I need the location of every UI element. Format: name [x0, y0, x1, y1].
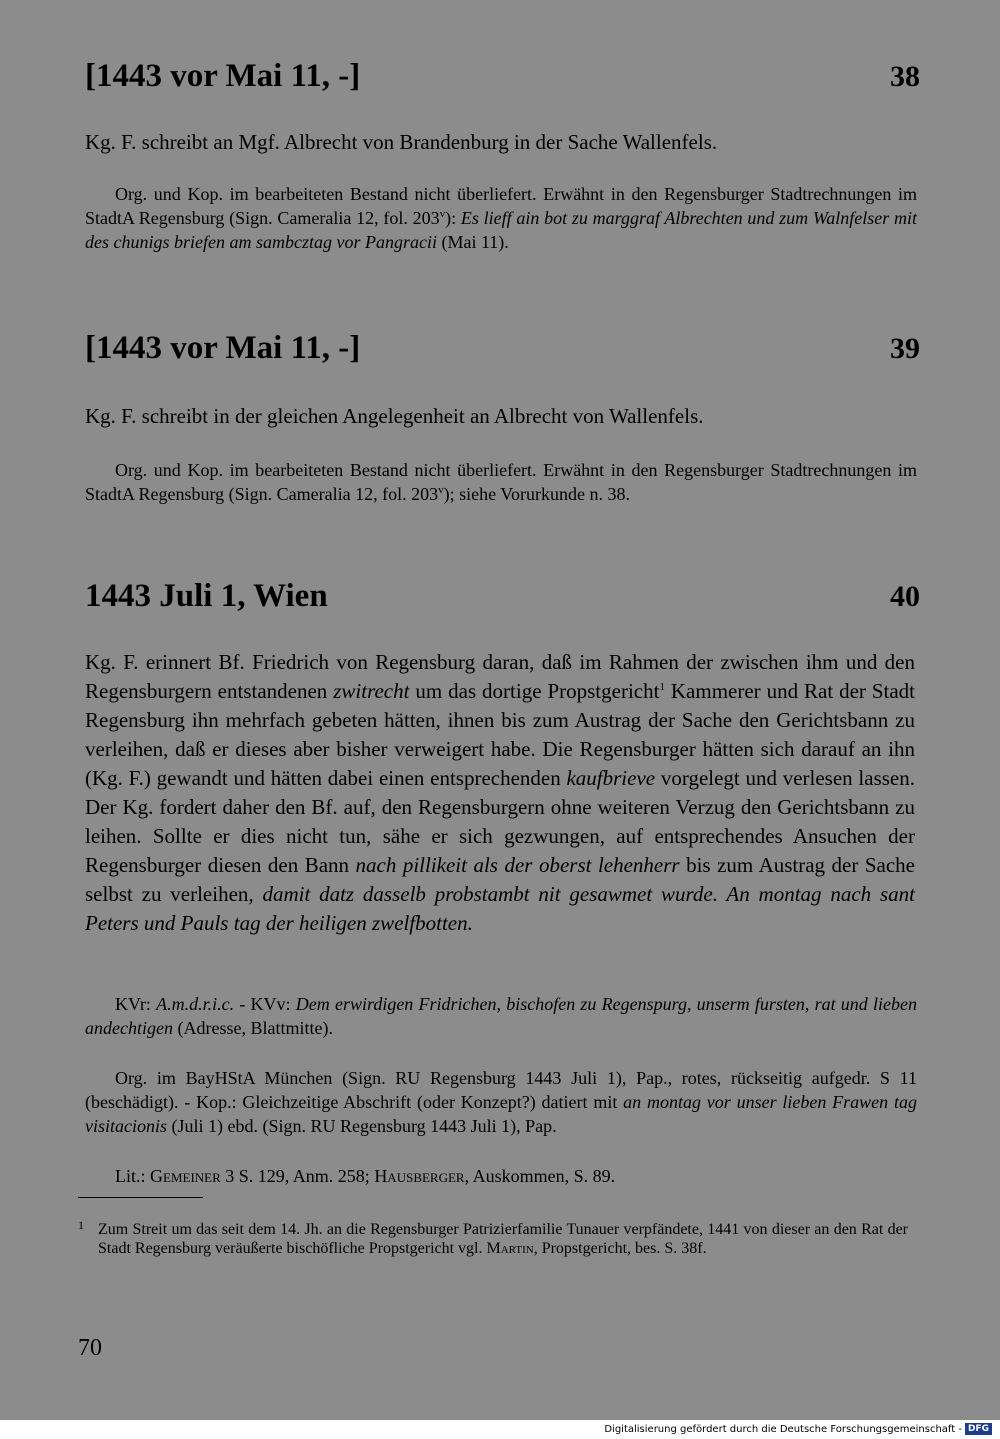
note-superscript: v — [439, 208, 446, 220]
org-text: Org. im BayHStA München (Sign. RU Regensburg 1443 Juli 1), Pap., rotes, rückseitig aufgedr. S 11 (beschädigt). - Kop.: Gleichzeitige Abschrift (oder Konzept?) datiert mit — [85, 1068, 917, 1112]
note-tail: ); siehe Vorurkunde n. 38. — [443, 484, 630, 504]
entry-header-39 — [85, 330, 920, 367]
summary-quote: zwitrecht — [333, 679, 410, 703]
footnote-author: Martin — [486, 1240, 534, 1257]
footnote-text: Zum Streit um das seit dem 14. Jh. an die Regensburger Patrizierfamilie Tunauer verpfändete, 1441 von dieser an den Rat der Stadt Regensburg veräußerte bischöfliche Propstgericht vgl. — [98, 1221, 908, 1257]
literature-note — [85, 1164, 917, 1188]
note-quote: Es lieff ain bot zu marggraf Albrechten und zum Walnfelser mit des chunigs briefen am sambcztag vor Pangracii — [85, 208, 918, 252]
funding-credit — [604, 1423, 992, 1435]
entry-date-heading: [1443 vor Mai 11, -] — [85, 330, 361, 366]
note-text: Org. und Kop. im bearbeiteten Bestand nicht überliefert. Erwähnt in den Regensburger Stadtrechnungen im StadtA Regensburg (Sign. Cameralia 12, fol. 203 — [85, 460, 917, 504]
entry-header-38 — [85, 58, 920, 95]
lit-author: Gemeiner — [150, 1166, 221, 1186]
page-number: 70 — [78, 1335, 102, 1361]
kv-verso: Dem erwirdigen Fridrichen, bischofen zu Regenspurg, unserm fursten, rat und lieben andechtigen — [85, 994, 918, 1038]
summary-quote: nach pillikeit als der oberst lehenherr — [355, 853, 680, 877]
entry-date-heading: [1443 vor Mai 11, -] — [85, 58, 361, 94]
org-quote: an montag vor unser lieben Frawen tag visitacionis — [85, 1092, 917, 1136]
entry-date-heading: 1443 Juli 1, Wien — [85, 578, 328, 614]
summary-quote: damit datz dasselb probstambt nit gesawmet wurde. An montag nach sant Peters und Pauls tag der heiligen zwelfbotten. — [85, 882, 915, 935]
footnote — [78, 1220, 908, 1258]
entry-summary: Kg. F. schreibt in der gleichen Angelegenheit an Albrecht von Wallenfels. — [85, 404, 704, 428]
note-tail: (Mai 11). — [436, 232, 509, 252]
kv-separator: - KVv: — [234, 994, 296, 1014]
lit-text: , Auskommen, S. 89. — [464, 1166, 616, 1186]
note-text: ): — [445, 208, 461, 228]
kv-label: KVr: — [115, 994, 157, 1014]
entry-number: 38 — [890, 60, 920, 93]
kv-tail: (Adresse, Blattmitte). — [172, 1018, 333, 1038]
footnote-reference: 1 — [659, 681, 665, 693]
lit-text: 3 S. 129, Anm. 258; — [220, 1166, 375, 1186]
summary-text: Kg. F. erinnert Bf. Friedrich von Regensburg daran, daß im Rahmen der zwischen ihm und den Regensburgern entstandenen — [85, 650, 915, 703]
lit-label: Lit.: — [115, 1166, 150, 1186]
dfg-logo: DFG — [965, 1423, 992, 1435]
entry-note — [85, 182, 917, 254]
footnote-text: , Propstgericht, bes. S. 38f. — [533, 1240, 707, 1257]
entry-number: 40 — [890, 580, 920, 613]
kv-recto: A.m.d.r.i.c. — [156, 994, 235, 1014]
entry-summary — [85, 648, 915, 938]
org-text: (Juli 1) ebd. (Sign. RU Regensburg 1443 Juli 1), Pap. — [167, 1116, 557, 1136]
original-note — [85, 1066, 917, 1138]
summary-text: vorgelegt und verlesen lassen. Der Kg. fordert daher den Bf. auf, den Regensburgern ohne weiteren Verzug den Gerichtsbann zu leihen. Sollte er dies nicht tun, sähe er sich gezwungen, auf entsprechendes Ansuchen der Regensburger diesen den Bann — [85, 766, 915, 877]
summary-text: bis zum Austrag der Sache selbst zu verleihen, — [85, 853, 915, 906]
kanzleivermerk-note — [85, 992, 917, 1040]
entry-summary: Kg. F. schreibt an Mgf. Albrecht von Brandenburg in der Sache Wallenfels. — [85, 130, 718, 154]
note-text: Org. und Kop. im bearbeiteten Bestand nicht überliefert. Erwähnt in den Regensburger Stadtrechnungen im StadtA Regensburg (Sign. Cameralia 12, fol. 203 — [85, 184, 917, 228]
entry-number: 39 — [890, 332, 920, 365]
summary-text: um das dortige Propstgericht — [409, 679, 660, 703]
footnote-divider — [78, 1197, 203, 1198]
footnote-mark: 1 — [78, 1218, 84, 1232]
credit-text: Digitalisierung gefördert durch die Deutsche Forschungsgemeinschaft - — [604, 1423, 962, 1435]
summary-text: Kammerer und Rat der Stadt Regensburg ihn mehrfach gebeten hätten, ihnen bis zum Austrag der Sache den Gerichtsbann zu verleihen, daß er dieses aber bisher verweigert habe. Die Regensburger hätten sich darauf an ihn (Kg. F.) gewandt und hätten dabei einen entsprechenden — [85, 679, 916, 790]
note-superscript: v — [438, 484, 444, 496]
entry-note — [85, 458, 917, 506]
summary-quote: kaufbrieve — [566, 766, 656, 790]
lit-author: Hausberger — [374, 1166, 465, 1186]
entry-header-40 — [85, 578, 920, 615]
